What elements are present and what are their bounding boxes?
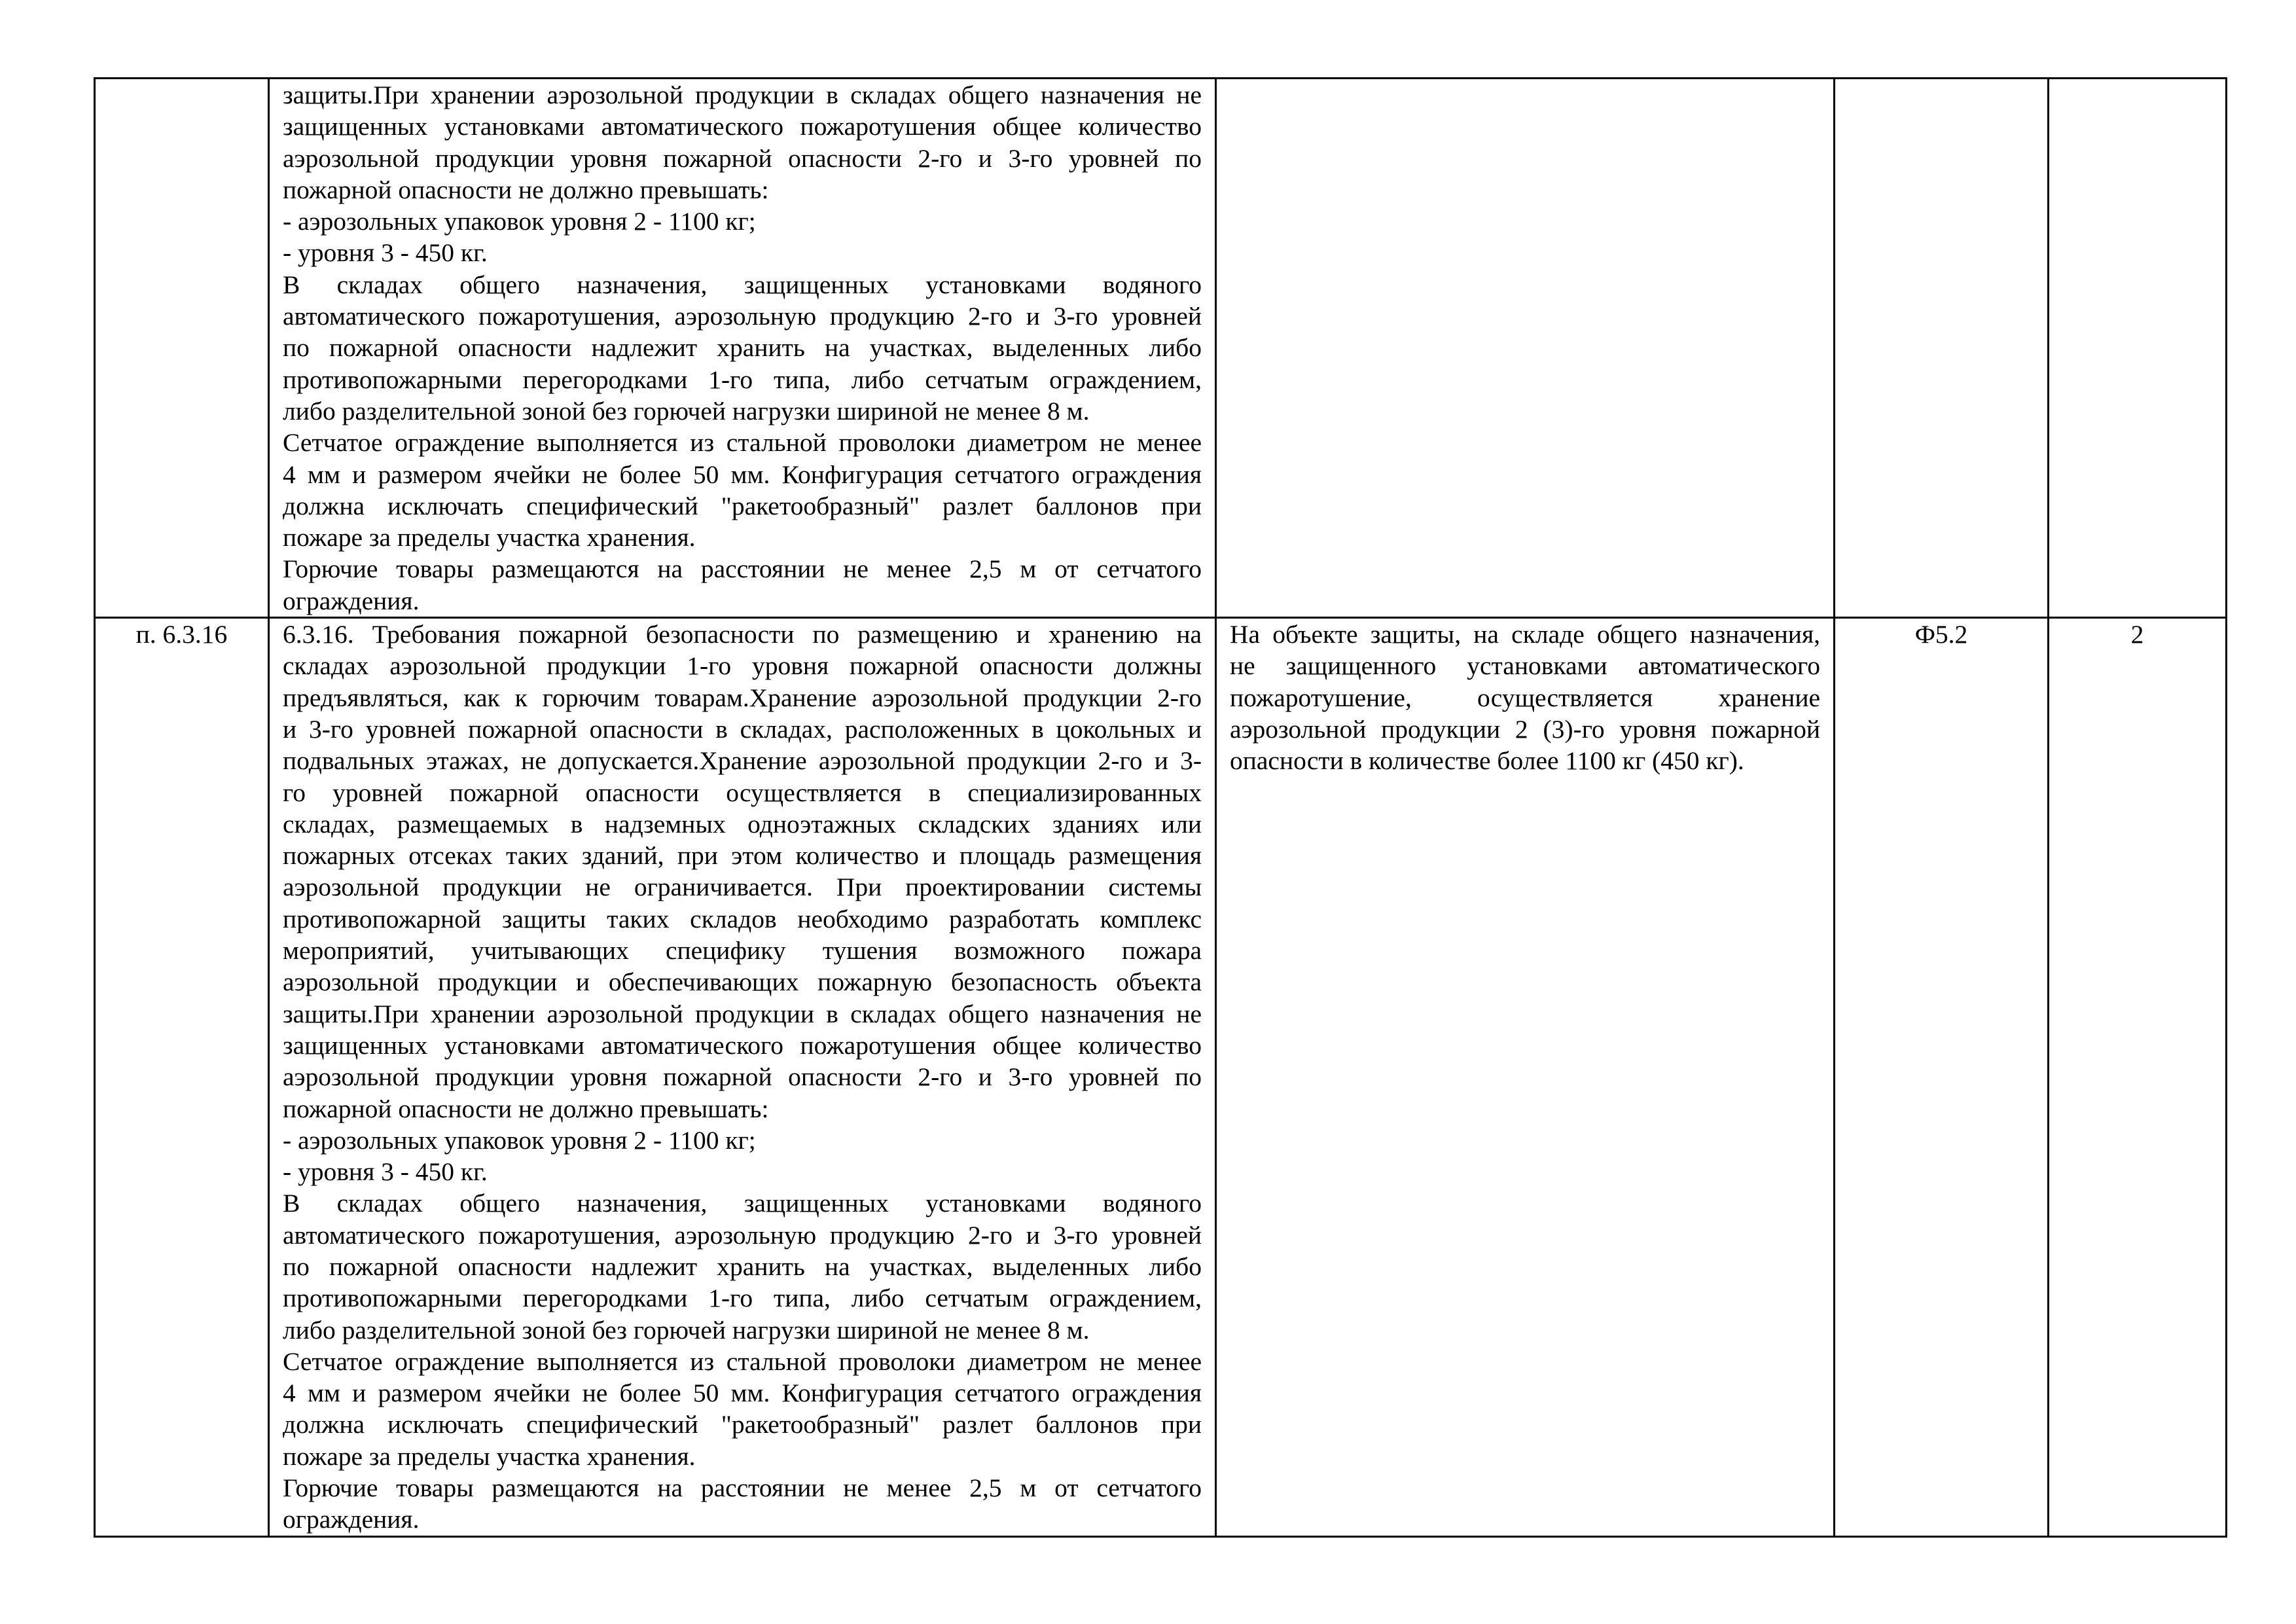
text-line: ограждения. (283, 1505, 420, 1534)
text-line: либо разделительной зоной без горючей нагрузки шириной не менее 8 м. (283, 1315, 1090, 1344)
text-line: автоматического пожаротушения, аэрозольную продукцию 2-го и 3-го уровней (283, 1220, 1202, 1250)
text-line: пожаре за пределы участка хранения. (283, 1441, 696, 1471)
text-line: го уровней пожарной опасности осуществляется в специализированных (283, 778, 1202, 807)
table-row (95, 618, 2227, 1537)
ref-cell: п. 6.3.16 (95, 618, 269, 1537)
text-line: противопожарными перегородками 1-го типа, либо сетчатым ограждением, (283, 1284, 1202, 1313)
text-line: Сетчатое ограждение выполняется из стальной проволоки диаметром не менее (283, 428, 1202, 458)
text-line: защищенных установками автоматического пожаротушения общее количество (283, 112, 1202, 141)
text-line: защиты.При хранении аэрозольной продукции в складах общего назначения не (283, 999, 1202, 1028)
text-line: по пожарной опасности надлежит хранить на участках, выделенных либо (283, 333, 1202, 363)
text-line: аэрозольной продукции уровня пожарной опасности 2-го и 3-го уровней по (283, 1062, 1202, 1092)
text-line: и 3-го уровней пожарной опасности в складах, расположенных в цокольных и (283, 714, 1202, 744)
text-line: должна исключать специфический "ракетообразный" разлет баллонов при (283, 1410, 1202, 1439)
text-line: - уровня 3 - 450 кг. (283, 1157, 488, 1187)
text-line: Горючие товары размещаются на расстоянии не менее 2,5 м от сетчатого (283, 554, 1202, 584)
violation-cell (1216, 618, 1835, 1537)
requirement-cell (269, 79, 1216, 618)
text-line: пожарной опасности не должно превышать: (283, 175, 769, 204)
text-line: складах, размещаемых в надземных одноэтажных складских зданиях или (283, 809, 1202, 839)
requirement-cell (269, 618, 1216, 1537)
text-line: аэрозольной продукции 2 (3)-го уровня пожарной (1230, 714, 1820, 744)
text-line: не защищенного установками автоматического (1230, 651, 1820, 681)
text-line: - аэрозольных упаковок уровня 2 - 1100 кг; (283, 207, 756, 236)
number-cell (2049, 79, 2227, 618)
text-line: пожарных отсеках таких зданий, при этом количество и площадь размещения (283, 841, 1202, 871)
requirements-table (94, 77, 2227, 1538)
text-line: опасности в количестве более 1100 кг (450 кг). (1230, 746, 1744, 776)
ref-cell (95, 79, 269, 618)
text-line: В складах общего назначения, защищенных установками водяного (283, 1189, 1202, 1218)
text-line: Сетчатое ограждение выполняется из стальной проволоки диаметром не менее (283, 1346, 1202, 1376)
text-line: пожаре за пределы участка хранения. (283, 523, 696, 552)
text-line: пожарной опасности не должно превышать: (283, 1094, 769, 1123)
text-line: противопожарными перегородками 1-го типа, либо сетчатым ограждением, (283, 365, 1202, 394)
text-line: - уровня 3 - 450 кг. (283, 238, 488, 268)
text-line: В складах общего назначения, защищенных установками водяного (283, 270, 1202, 299)
text-line: по пожарной опасности надлежит хранить на участках, выделенных либо (283, 1252, 1202, 1281)
text-line: 6.3.16. Требования пожарной безопасности по размещению и хранению на (283, 620, 1202, 649)
text-line: аэрозольной продукции уровня пожарной опасности 2-го и 3-го уровней по (283, 143, 1202, 173)
text-line: складах аэрозольной продукции 1-го уровня пожарной опасности должны (283, 651, 1202, 681)
text-line: автоматического пожаротушения, аэрозольную продукцию 2-го и 3-го уровней (283, 302, 1202, 331)
text-line: пожаротушение, осуществляется хранение (1230, 683, 1820, 712)
text-line: аэрозольной продукции не ограничивается. При проектировании системы (283, 873, 1202, 902)
text-line: противопожарной защиты таких складов необходимо разработать комплекс (283, 904, 1202, 933)
text-line: предъявляться, как к горючим товарам.Хранение аэрозольной продукции 2-го (283, 683, 1202, 712)
text-line: либо разделительной зоной без горючей нагрузки шириной не менее 8 м. (283, 396, 1090, 425)
text-line: На объекте защиты, на складе общего назначения, (1230, 620, 1820, 649)
class-cell: Ф5.2 (1835, 618, 2049, 1537)
text-line: мероприятий, учитывающих специфику тушения возможного пожара (283, 936, 1202, 965)
text-line: 4 мм и размером ячейки не более 50 мм. Конфигурация сетчатого ограждения (283, 460, 1202, 489)
number-cell: 2 (2049, 618, 2227, 1537)
table-body (95, 79, 2227, 1537)
table-row (95, 79, 2227, 618)
text-line: защищенных установками автоматического пожаротушения общее количество (283, 1030, 1202, 1060)
text-line: - аэрозольных упаковок уровня 2 - 1100 кг; (283, 1125, 756, 1155)
text-line: защиты.При хранении аэрозольной продукции в складах общего назначения не (283, 81, 1202, 109)
text-line: Горючие товары размещаются на расстоянии не менее 2,5 м от сетчатого (283, 1473, 1202, 1503)
class-cell (1835, 79, 2049, 618)
text-line: ограждения. (283, 586, 420, 615)
text-line: подвальных этажах, не допускается.Хранение аэрозольной продукции 2-го и 3- (283, 746, 1202, 776)
text-line: аэрозольной продукции и обеспечивающих пожарную безопасность объекта (283, 967, 1202, 997)
text-line: 4 мм и размером ячейки не более 50 мм. Конфигурация сетчатого ограждения (283, 1379, 1202, 1408)
violation-cell (1216, 79, 1835, 618)
text-line: должна исключать специфический "ракетообразный" разлет баллонов при (283, 491, 1202, 520)
